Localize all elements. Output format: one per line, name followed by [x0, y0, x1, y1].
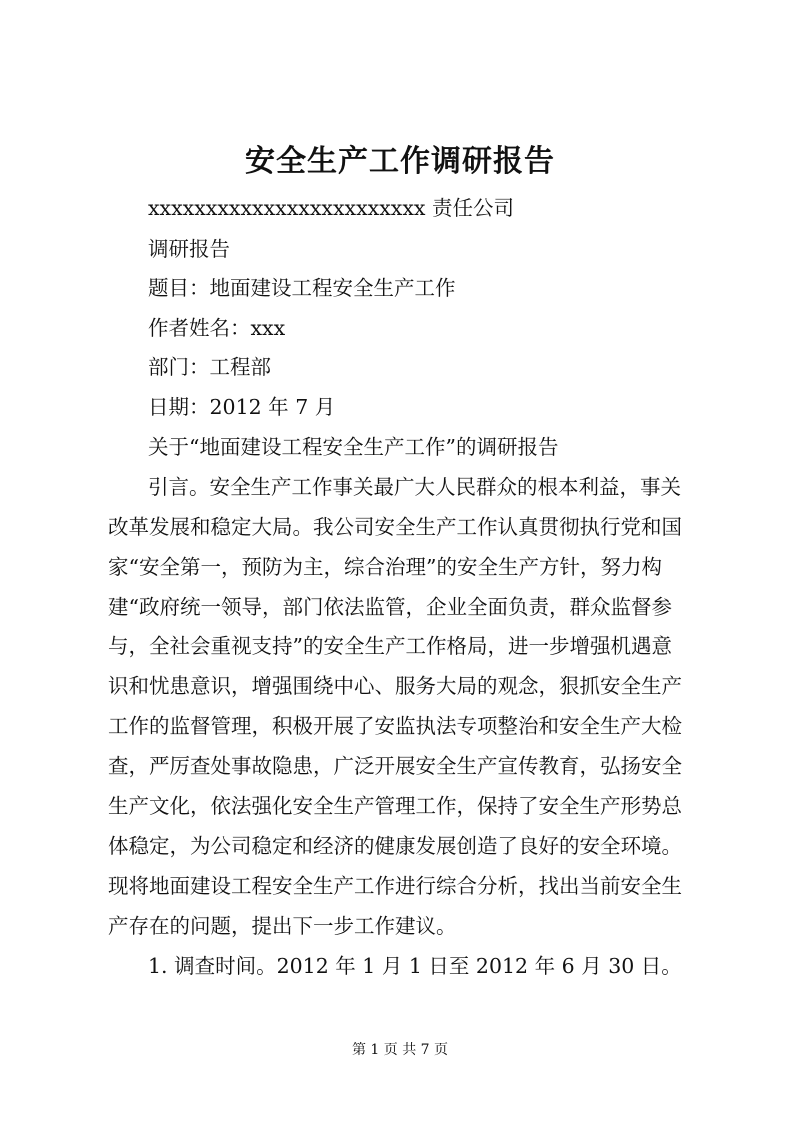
- topic-line: 题目：地面建设工程安全生产工作: [148, 276, 456, 300]
- page-footer: 第 1 页 共 7 页: [351, 1042, 449, 1058]
- body-line: 生产文化，依法强化安全生产管理工作，保持了安全生产形势总: [108, 794, 682, 818]
- body-line: 引言。安全生产工作事关最广大人民群众的根本利益，事关: [148, 475, 681, 499]
- body-line: 体稳定，为公司稳定和经济的健康发展创造了良好的安全环境。: [108, 834, 682, 858]
- body-line: 工作的监督管理，积极开展了安监执法专项整治和安全生产大检: [108, 714, 682, 738]
- body-line: 查，严厉查处事故隐患，广泛开展安全生产宣传教育，弘扬安全: [108, 754, 682, 778]
- body-line: 识和忧患意识，增强围绕中心、服务大局的观念，狠抓安全生产: [108, 674, 682, 698]
- department-line: 部门：工程部: [148, 355, 271, 379]
- document-title: 安全生产工作调研报告: [245, 144, 555, 179]
- subtitle-line: 关于“地面建设工程安全生产工作”的调研报告: [148, 435, 559, 459]
- body-line: 改革发展和稳定大局。我公司安全生产工作认真贯彻执行党和国: [108, 515, 682, 539]
- body-line: 产存在的问题，提出下一步工作建议。: [108, 914, 457, 938]
- body-line: 现将地面建设工程安全生产工作进行综合分析，找出当前安全生: [108, 874, 682, 898]
- body-line: 建“政府统一领导，部门依法监管，企业全面负责，群众监督参: [108, 595, 672, 619]
- body-line: 家“安全第一，预防为主，综合治理”的安全生产方针，努力构: [108, 555, 662, 579]
- author-line: 作者姓名：xxx: [148, 316, 286, 340]
- company-line: xxxxxxxxxxxxxxxxxxxxxxxx 责任公司: [148, 196, 514, 220]
- date-line: 日期：2012 年 7 月: [148, 395, 336, 419]
- body-line: 与，全社会重视支持”的安全生产工作格局，进一步增强机遇意: [108, 634, 672, 658]
- survey-time-line: 1. 调查时间。2012 年 1 月 1 日至 2012 年 6 月 30 日。: [148, 954, 682, 978]
- report-type-line: 调研报告: [148, 237, 230, 261]
